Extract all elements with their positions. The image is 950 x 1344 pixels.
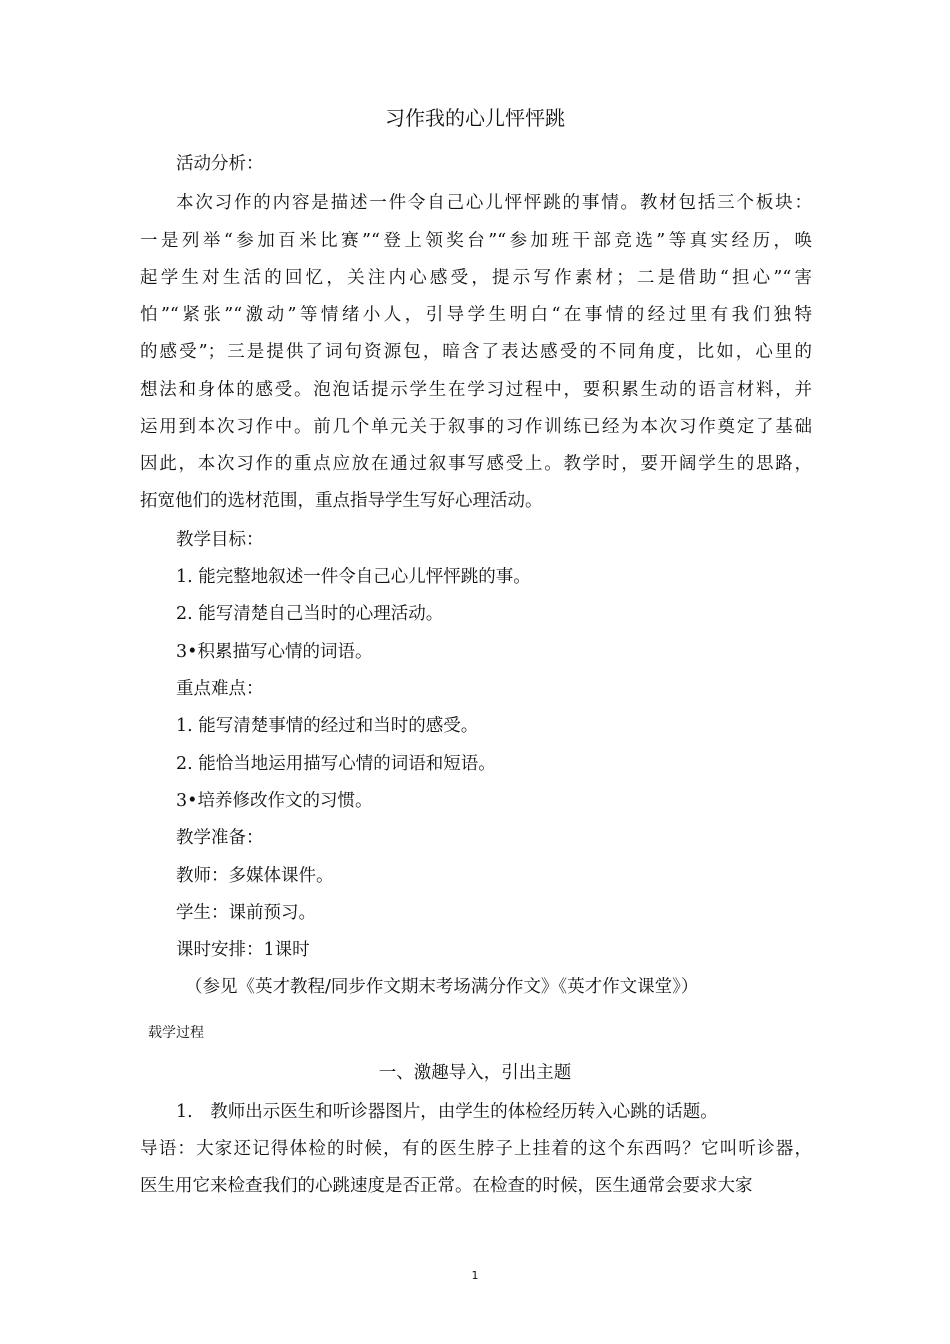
analysis-line: 本次习作的内容是描述一件令自己心儿怦怦跳的事情。教材包括三个板块： [176, 193, 812, 213]
analysis-line: 因此，本次习作的重点应放在通过叙事写感受上。教学时，要开阔学生的思路， [140, 454, 812, 474]
schedule: 课时安排：1课时 [176, 940, 310, 960]
goal-item: 3•积累描写心情的词语。 [176, 642, 373, 662]
analysis-line: 想法和身体的感受。泡泡话提示学生在学习过程中，要积累生动的语言材料，并 [140, 380, 812, 400]
preparation-teacher: 教师：多媒体课件。 [176, 866, 334, 886]
guide-line: 医生用它来检查我们的心跳速度是否正常。在检查的时候，医生通常会要求大家 [140, 1176, 753, 1196]
goals-heading: 教学目标： [176, 530, 264, 550]
step-item: 1. 教师出示医生和听诊器图片，由学生的体检经历转入心跳的话题。 [176, 1102, 718, 1122]
guide-line: 导语：大家还记得体检的时候，有的医生脖子上挂着的这个东西吗？它叫听诊器， [140, 1139, 812, 1159]
key-point-item: 3•培养修改作文的习惯。 [176, 791, 373, 811]
process-heading: 载学过程 [148, 1025, 204, 1041]
document-title: 习作我的心儿怦怦跳 [385, 106, 565, 130]
analysis-heading: 活动分析： [176, 154, 264, 174]
goal-item: 1. 能完整地叙述一件令自己心儿怦怦跳的事。 [176, 567, 531, 587]
section-heading: 一、激趣导入，引出主题 [378, 1063, 572, 1083]
analysis-line: 怕”“紧张”“激动”等情绪小人，引导学生明白“在事情的经过里有我们独特 [140, 305, 812, 325]
key-point-item: 2. 能恰当地运用描写心情的词语和短语。 [176, 754, 496, 774]
analysis-line: 运用到本次习作中。前几个单元关于叙事的习作训练已经为本次习作奠定了基础 [140, 417, 812, 437]
preparation-student: 学生：课前预习。 [176, 903, 316, 923]
key-points-heading: 重点难点： [176, 679, 264, 699]
key-point-item: 1. 能写清楚事情的经过和当时的感受。 [176, 716, 479, 736]
goal-item: 2. 能写清楚自己当时的心理活动。 [176, 604, 444, 624]
reference-note: （参见《英才教程/同步作文期末考场满分作文》《英才作文课堂》） [185, 977, 699, 997]
analysis-line: 一是列举“参加百米比赛”“登上领奖台”“参加班干部竞选”等真实经历，唤 [140, 231, 812, 251]
analysis-line: 拓宽他们的选材范围，重点指导学生写好心理活动。 [140, 491, 543, 511]
page-number: 1 [471, 1269, 479, 1282]
preparation-heading: 教学准备： [176, 828, 264, 848]
analysis-line: 起学生对生活的回忆，关注内心感受，提示写作素材；二是借助“担心”“害 [140, 268, 812, 288]
analysis-line: 的感受”；三是提供了词句资源包，暗含了表达感受的不同角度，比如，心里的 [140, 342, 812, 362]
